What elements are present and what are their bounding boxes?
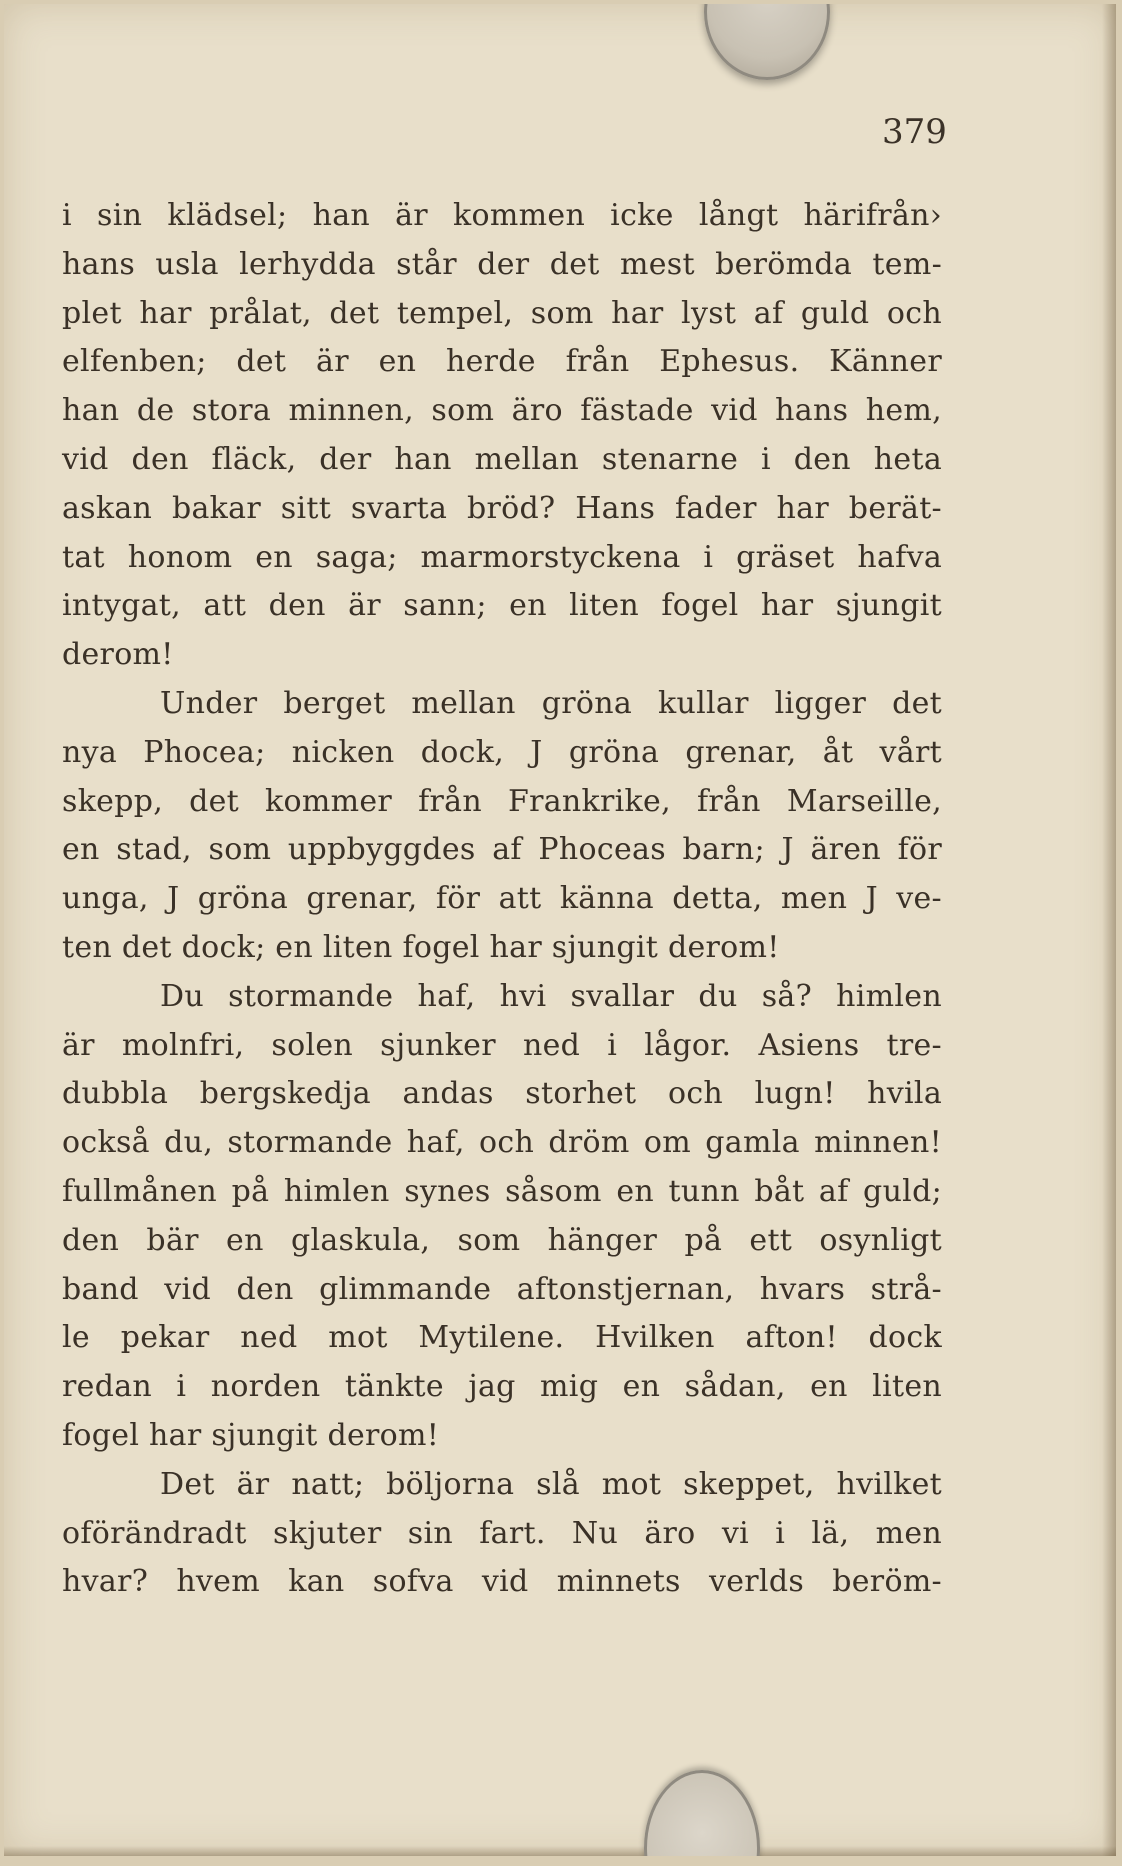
page-edge-shadow-bottom [4,1846,1116,1856]
text-line: fullmånen på himlen synes såsom en tunn båt af guld; [62,1173,942,1209]
text-line: också du, stormande haf, och dröm om gamla minnen! [62,1125,942,1161]
text-line: derom! [62,637,174,673]
text-line: tat honom en saga; marmorstyckena i gräset hafva [62,539,942,575]
text-line: en stad, som uppbyggdes af Phoceas barn; J ären för [62,832,942,868]
text-line: ten det dock; en liten fogel har sjungit derom! [62,929,780,965]
text-line: elfenben; det är en herde från Ephesus. Känner [62,344,942,380]
text-line: plet har prålat, det tempel, som har lyst af guld och [62,295,942,331]
text-line: oförändradt skjuter sin fart. Nu äro vi i lä, men [62,1515,942,1551]
top-clip-icon [704,4,830,80]
body-text [62,192,942,1607]
text-line: den bär en glaskula, som hänger på ett osynligt [62,1222,942,1258]
text-line: är molnfri, solen sjunker ned i lågor. Asiens tre- [62,1027,942,1063]
text-line: Det är natt; böljorna slå mot skeppet, hvilket [160,1466,942,1502]
text-line: redan i norden tänkte jag mig en sådan, en liten [62,1369,942,1405]
text-line: Du stormande haf, hvi svallar du så? himlen [160,978,942,1014]
text-line: unga, J gröna grenar, för att känna detta, men J ve- [62,881,942,917]
page-edge-shadow-right [1102,4,1116,1856]
page-number: 379 [882,112,947,152]
text-line: hvar? hvem kan sofva vid minnets verlds beröm- [62,1564,942,1600]
book-page [4,4,1116,1856]
text-line: vid den fläck, der han mellan stenarne i den heta [62,441,942,477]
text-line: nya Phocea; nicken dock, J gröna grenar, åt vårt [62,734,942,770]
text-line: le pekar ned mot Mytilene. Hvilken afton! dock [62,1320,942,1356]
text-line: skepp, det kommer från Frankrike, från Marseille, [62,783,942,819]
text-line: askan bakar sitt svarta bröd? Hans fader har berät- [62,490,942,526]
text-line: Under berget mellan gröna kullar ligger det [160,685,942,721]
text-line: han de stora minnen, som äro fästade vid hans hem, [62,393,942,429]
text-line: intygat, att den är sann; en liten fogel har sjungit [62,588,942,624]
text-line: i sin klädsel; han är kommen icke långt härifrån› [62,198,942,233]
text-line: fogel har sjungit derom! [62,1417,440,1453]
text-line: hans usla lerhydda står der det mest berömda tem- [62,246,942,282]
bottom-clip-icon [644,1770,760,1856]
text-line: band vid den glimmande aftonstjernan, hvars strå- [62,1271,942,1307]
text-line: dubbla bergskedja andas storhet och lugn! hvila [62,1076,942,1112]
